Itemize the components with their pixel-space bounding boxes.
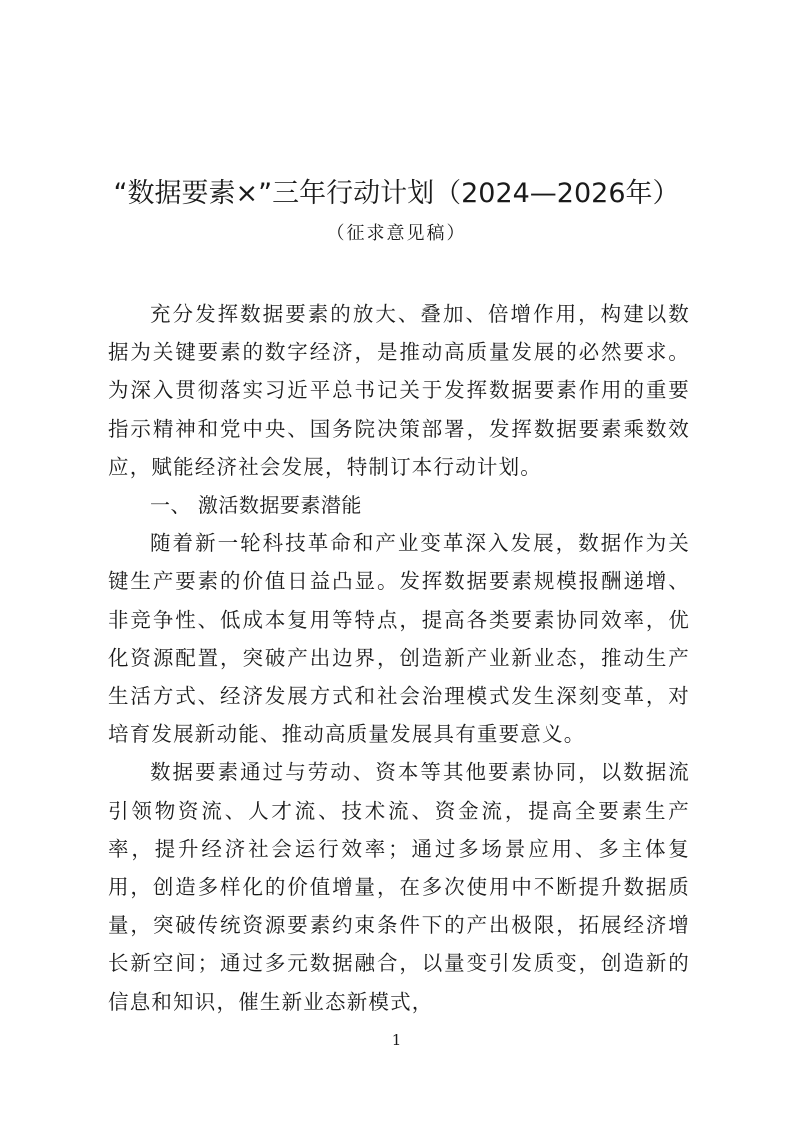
body-paragraph: 数据要素通过与劳动、资本等其他要素协同，以数据流引领物资流、人才流、技术流、资金流，提高全要素生产率，提升经济社会运行效率；通过多场景应用、多主体复用，创造多样化的价值增量，在多次使用中不断提升数据质量，突破传统资源要素约束条件下的产出极限，拓展经济增长新空间；通过多元数据融合，以量变引发质变，创造新的信息和知识，催生新业态新模式， bbox=[108, 760, 690, 1014]
document-title: “数据要素×”三年行动计划（2024—2026年） bbox=[113, 178, 680, 209]
page-number: 1 bbox=[391, 1031, 402, 1049]
body-paragraph: 随着新一轮科技革命和产业变革深入发展，数据作为关键生产要素的价值日益凸显。发挥数据要素规模报酬递增、非竞争性、低成本复用等特点，提高各类要素协同效率，优化资源配置，突破产出边界，创造新产业新业态，推动生产生活方式、经济发展方式和社会治理模式发生深刻变革，对培育发展新动能、推动高质量发展具有重要意义。 bbox=[108, 531, 690, 747]
section-heading: 一、 激活数据要素潜能 bbox=[150, 493, 362, 518]
document-body bbox=[108, 295, 690, 1021]
intro-paragraph: 充分发挥数据要素的放大、叠加、倍增作用，构建以数据为关键要素的数字经济，是推动高质量发展的必然要求。为深入贯彻落实习近平总书记关于发挥数据要素作用的重要指示精神和党中央、国务院决策部署，发挥数据要素乘数效应，赋能经济社会发展，特制订本行动计划。 bbox=[108, 302, 690, 479]
document-subtitle: （征求意见稿） bbox=[326, 223, 467, 244]
